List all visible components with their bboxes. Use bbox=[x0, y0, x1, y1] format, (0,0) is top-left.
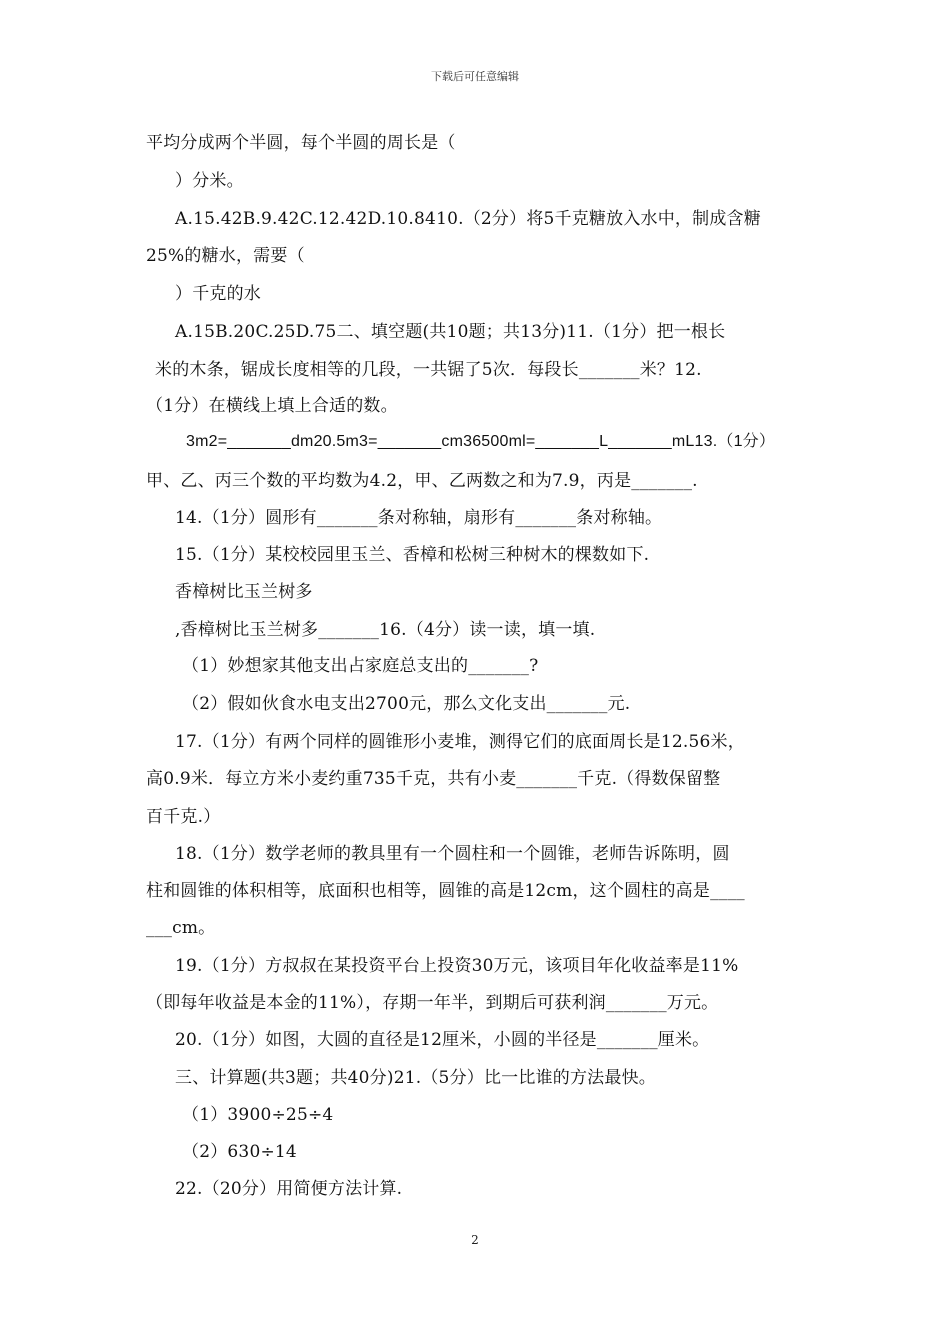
text-line: 柱和圆锥的体积相等，底面积也相等，圆锥的高是12cm，这个圆柱的高是____ bbox=[146, 881, 745, 901]
text-line: 3m2=_______dm20.5m3=_______cm36500ml=_______L_______mL13.（1分） bbox=[186, 433, 776, 450]
text-line: 百千克.） bbox=[146, 807, 221, 827]
text-line: 香樟树比玉兰树多 bbox=[175, 582, 313, 602]
page-number: 2 bbox=[471, 1233, 479, 1247]
text-line: （2）假如伙食水电支出2700元，那么文化支出_______元. bbox=[182, 694, 631, 714]
text-line: 15.（1分）某校校园里玉兰、香樟和松树三种树木的棵数如下. bbox=[175, 545, 650, 565]
text-line: 20.（1分）如图，大圆的直径是12厘米，小圆的半径是_______厘米。 bbox=[175, 1030, 710, 1050]
text-line: ）分米。 bbox=[175, 171, 244, 191]
text-line: 22.（20分）用简便方法计算. bbox=[175, 1179, 403, 1199]
text-line: 17.（1分）有两个同样的圆锥形小麦堆，测得它们的底面周长是12.56米， bbox=[175, 732, 745, 752]
text-line: 25%的糖水，需要（ bbox=[146, 246, 305, 266]
text-line: （1分）在横线上填上合适的数。 bbox=[146, 396, 398, 416]
text-line: ）千克的水 bbox=[175, 284, 261, 304]
text-line: （2）630÷14 bbox=[182, 1142, 297, 1162]
text-line: 高0.9米．每立方米小麦约重735千克，共有小麦_______千克.（得数保留整 bbox=[146, 769, 721, 789]
text-line: 米的木条，锯成长度相等的几段，一共锯了5次．每段长_______米？12. bbox=[155, 360, 702, 380]
text-line: ,香樟树比玉兰树多_______16.（4分）读一读，填一填. bbox=[175, 620, 596, 640]
text-line: （1）妙想家其他支出占家庭总支出的_______? bbox=[182, 656, 539, 676]
text-line: 14.（1分）圆形有_______条对称轴，扇形有_______条对称轴。 bbox=[175, 508, 663, 528]
text-line: 平均分成两个半圆，每个半圆的周长是（ bbox=[146, 133, 456, 153]
text-line: ___cm。 bbox=[146, 918, 216, 938]
text-line: A.15B.20C.25D.75二、填空题(共10题；共13分)11.（1分）把一根长 bbox=[175, 322, 726, 342]
text-line: 甲、乙、丙三个数的平均数为4.2，甲、乙两数之和为7.9，丙是_______. bbox=[146, 471, 698, 491]
page-header: 下载后可任意编辑 bbox=[431, 70, 519, 83]
text-line: 三、计算题(共3题；共40分)21.（5分）比一比谁的方法最快。 bbox=[175, 1068, 656, 1088]
text-line: 19.（1分）方叔叔在某投资平台上投资30万元，该项目年化收益率是11% bbox=[175, 956, 739, 976]
text-line: 18.（1分）数学老师的教具里有一个圆柱和一个圆锥，老师告诉陈明，圆 bbox=[175, 844, 730, 864]
text-line: （即每年收益是本金的11%），存期一年半，到期后可获利润_______万元。 bbox=[146, 993, 719, 1013]
text-line: A.15.42B.9.42C.12.42D.10.8410.（2分）将5千克糖放入水中，制成含糖 bbox=[175, 209, 761, 229]
text-line: （1）3900÷25÷4 bbox=[182, 1105, 334, 1125]
